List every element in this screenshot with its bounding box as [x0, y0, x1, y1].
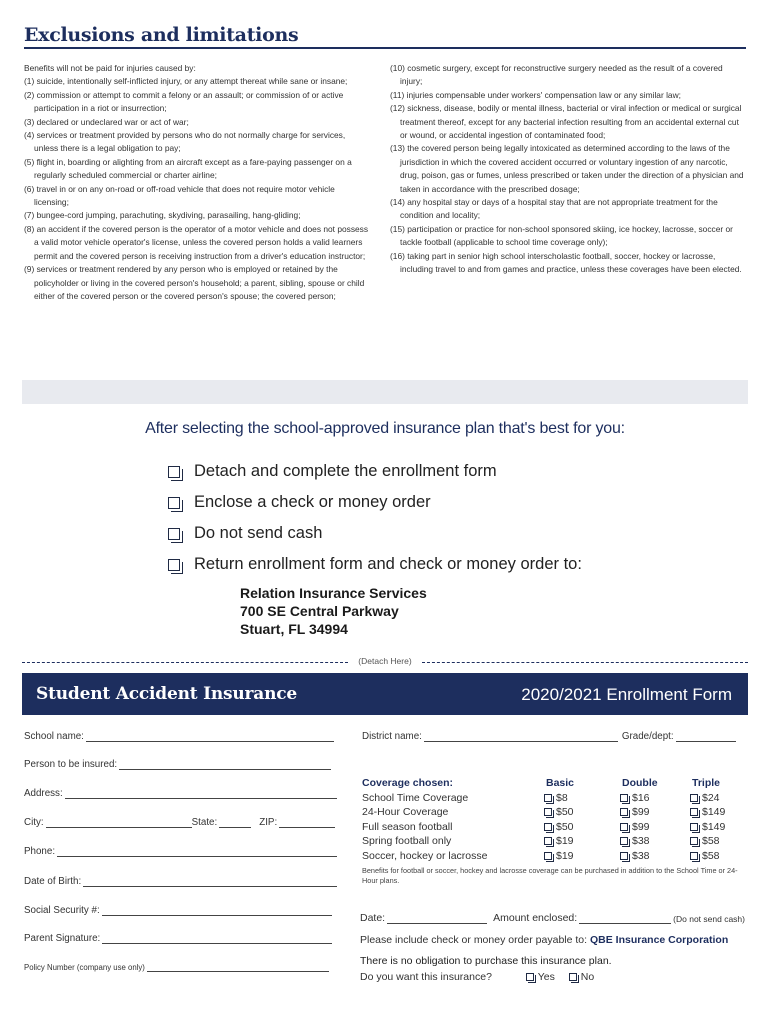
form-title: Student Accident Insurance — [36, 684, 298, 704]
payable-prefix: Please include check or money order payable to: — [360, 934, 588, 946]
coverage-row-label: 24-Hour Coverage — [362, 806, 449, 818]
checkbox-icon[interactable] — [544, 794, 552, 802]
instructions-title: After selecting the school-approved insurance plan that's best for you: — [145, 420, 625, 437]
checkbox-icon[interactable] — [544, 823, 552, 831]
no-cash-note: (Do not send cash) — [673, 914, 745, 924]
phone-field[interactable] — [24, 846, 337, 857]
price: $149 — [702, 820, 726, 833]
parent-signature-field[interactable] — [24, 933, 332, 944]
detach-line-right — [422, 662, 748, 663]
column-header-basic: Basic — [546, 777, 575, 789]
coverage-option[interactable] — [544, 849, 574, 864]
yes-label: Yes — [537, 971, 555, 983]
policy-number-input[interactable] — [147, 964, 329, 972]
checkbox-icon[interactable] — [690, 837, 698, 845]
district-name-field[interactable] — [362, 731, 736, 742]
coverage-option[interactable] — [620, 820, 658, 835]
checkbox-icon[interactable] — [544, 852, 552, 860]
form-subtitle: 2020/2021 Enrollment Form — [521, 685, 732, 704]
dob-input[interactable] — [83, 877, 337, 887]
checkbox-icon[interactable] — [690, 794, 698, 802]
coverage-labels — [362, 776, 532, 863]
person-input[interactable] — [119, 760, 331, 770]
checkbox-icon — [168, 466, 180, 478]
city-state-zip-field[interactable] — [24, 817, 335, 828]
coverage-option[interactable] — [544, 820, 574, 835]
no-option[interactable] — [569, 971, 594, 983]
exclusions-title: Exclusions and limitations — [24, 24, 299, 46]
payable-line — [360, 934, 728, 946]
parent-signature-input[interactable] — [102, 934, 332, 944]
field-label: Grade/dept: — [621, 731, 674, 742]
address-field[interactable] — [24, 788, 337, 799]
checklist-item-label: Detach and complete the enrollment form — [194, 462, 497, 480]
price: $24 — [702, 791, 720, 804]
yes-option[interactable] — [526, 971, 555, 983]
checkbox-icon[interactable] — [544, 808, 552, 816]
checkbox-icon — [168, 559, 180, 571]
amount-input[interactable] — [579, 914, 671, 924]
exclusion-item: (13) the covered person being legally intoxicated as determined according to the laws of the jurisdiction in which the covered accident occurred or voluntary ingestion of any narcotic, drug, poison, gas or fumes, unless prescribed or taken under the direction of a physician and taken in accordance with the prescribed dosage; — [390, 143, 744, 194]
checkbox-icon[interactable] — [690, 823, 698, 831]
field-label: Policy Number (company use only) — [24, 963, 145, 972]
exclusions-left-column — [24, 62, 369, 303]
phone-input[interactable] — [57, 847, 337, 857]
field-label: Date of Birth: — [24, 876, 82, 887]
person-field[interactable] — [24, 759, 331, 770]
want-insurance-row — [360, 971, 594, 983]
checkbox-icon[interactable] — [620, 837, 628, 845]
coverage-option[interactable] — [544, 805, 574, 820]
school-name-field[interactable] — [24, 731, 334, 742]
section-divider-bar — [22, 380, 748, 404]
field-label: District name: — [362, 731, 422, 742]
school-name-input[interactable] — [86, 732, 334, 742]
coverage-option[interactable] — [620, 805, 658, 820]
field-label: City: — [24, 817, 44, 828]
exclusions-intro: Benefits will not be paid for injuries caused by: — [24, 63, 196, 73]
price: $149 — [702, 806, 726, 818]
coverage-row-label: School Time Coverage — [362, 791, 469, 804]
price: $38 — [632, 835, 650, 847]
checkbox-icon[interactable] — [620, 808, 628, 816]
state-input[interactable] — [219, 818, 251, 828]
checkbox-icon — [168, 497, 180, 509]
grade-input[interactable] — [676, 732, 736, 742]
checklist-item-label: Enclose a check or money order — [194, 493, 431, 511]
field-label: Amount enclosed: — [493, 912, 578, 924]
exclusion-item: (14) any hospital stay or days of a hospital stay that are not appropriate treatment for the condition and locality; — [390, 197, 718, 221]
field-label: Address: — [24, 788, 63, 799]
exclusion-item: (5) flight in, boarding or alighting from an aircraft except as a fare-paying passenger on a regularly scheduled commercial or charter airline; — [24, 156, 352, 181]
price: $99 — [632, 820, 650, 833]
column-header-triple: Triple — [692, 777, 721, 789]
checkbox-icon — [168, 528, 180, 540]
price: $16 — [632, 791, 650, 804]
city-input[interactable] — [46, 818, 192, 828]
exclusion-item: (6) travel in or on any on-road or off-road vehicle that does not require motor vehicle licensing; — [24, 183, 335, 208]
want-question: Do you want this insurance? — [360, 971, 492, 983]
price: $19 — [556, 835, 574, 847]
exclusion-item: (11) injuries compensable under workers' compensation law or any similar law; — [390, 89, 681, 100]
checkbox-icon[interactable] — [526, 973, 534, 981]
field-label: Parent Signature: — [24, 933, 101, 944]
payee-name: QBE Insurance Corporation — [589, 934, 729, 946]
field-label: Person to be insured: — [24, 759, 118, 770]
price: $50 — [556, 806, 574, 818]
price: $99 — [632, 806, 650, 818]
checklist-item-label: Return enrollment form and check or money order to: — [194, 555, 582, 573]
coverage-heading: Coverage chosen: — [362, 777, 454, 789]
price: $19 — [556, 849, 574, 862]
price: $58 — [702, 849, 720, 862]
checkbox-icon[interactable] — [620, 852, 628, 860]
coverage-option[interactable] — [690, 791, 725, 806]
coverage-option[interactable] — [690, 849, 725, 864]
checklist-item-label: Do not send cash — [194, 524, 323, 542]
checkbox-icon[interactable] — [544, 837, 552, 845]
address-line: Relation Insurance Services — [240, 585, 427, 601]
ssn-field[interactable] — [24, 905, 332, 916]
no-label: No — [580, 971, 595, 983]
mailing-address — [240, 584, 427, 638]
checkbox-icon[interactable] — [690, 808, 698, 816]
field-label: Date: — [360, 912, 386, 924]
exclusion-item: (12) sickness, disease, bodily or mental illness, bacterial or viral infection or medical or surgical treatment thereof, except for any bacterial infection resulting from an accidental external cut or wound, or accidental ingestion of contaminated food; — [390, 103, 742, 141]
exclusion-item: (3) declared or undeclared war or act of war; — [24, 116, 189, 127]
checklist-item — [168, 487, 582, 518]
exclusion-item: (15) participation or practice for non-school sponsored skiing, ice hockey, lacrosse, soccer or tackle football (applicable to school time coverage only); — [390, 223, 733, 248]
checkbox-icon[interactable] — [569, 973, 577, 981]
coverage-row-label: Full season football — [362, 820, 453, 833]
checklist-item — [168, 549, 582, 580]
checkbox-icon[interactable] — [690, 852, 698, 860]
address-input[interactable] — [65, 789, 337, 799]
detach-label: (Detach Here) — [358, 656, 412, 666]
checklist-item — [168, 456, 582, 487]
coverage-option[interactable] — [620, 834, 658, 849]
address-line: Stuart, FL 34994 — [240, 621, 348, 637]
coverage-basic-column — [544, 776, 574, 863]
coverage-option[interactable] — [620, 791, 658, 806]
zip-input[interactable] — [279, 818, 335, 828]
exclusions-right-column — [390, 62, 746, 277]
field-label: State: — [191, 817, 218, 828]
enrollment-form-header — [22, 673, 748, 715]
title-rule — [24, 47, 746, 49]
exclusion-item: (4) services or treatment provided by persons who do not normally charge for services, unless there is a legal obligation to pay; — [24, 130, 346, 154]
dob-field[interactable] — [24, 876, 337, 887]
exclusion-item: (10) cosmetic surgery, except for reconstructive surgery needed as the result of a covered injury; — [390, 63, 723, 87]
exclusion-item: (16) taking part in senior high school interscholastic football, soccer, hockey or lacrosse, including travel to and from games and practice, unless these coverages have been elected. — [390, 250, 742, 275]
exclusion-item: (8) an accident if the covered person is the operator of a motor vehicle and does not possess a valid motor vehicle operator's license, unless the covered person holds a valid learners permit and the covered person is receiving instruction from a driver's education instructor; — [24, 223, 369, 261]
exclusion-item: (7) bungee-cord jumping, parachuting, skydiving, parasailing, hang-gliding; — [24, 210, 301, 221]
coverage-option[interactable] — [620, 849, 658, 864]
policy-number-field[interactable] — [24, 963, 329, 972]
coverage-double-column — [620, 776, 658, 863]
checklist-item — [168, 518, 582, 549]
address-line: 700 SE Central Parkway — [240, 603, 399, 619]
field-label: Social Security #: — [24, 905, 100, 916]
ssn-input[interactable] — [102, 906, 332, 916]
price: $50 — [556, 820, 574, 833]
coverage-option[interactable] — [690, 805, 725, 820]
column-header-double: Double — [622, 777, 658, 789]
coverage-option[interactable] — [690, 834, 725, 849]
price: $8 — [556, 791, 568, 804]
date-amount-row — [360, 912, 745, 924]
price: $38 — [632, 849, 650, 862]
coverage-triple-column — [690, 776, 725, 863]
date-input[interactable] — [387, 914, 487, 924]
checkbox-icon[interactable] — [620, 794, 628, 802]
coverage-option[interactable] — [544, 834, 574, 849]
exclusion-item: (1) suicide, intentionally self-inflicted injury, or any attempt thereat while sane or insane; — [24, 76, 348, 87]
field-label: Phone: — [24, 846, 56, 857]
no-obligation-text: There is no obligation to purchase this insurance plan. — [360, 955, 612, 967]
checkbox-icon[interactable] — [620, 823, 628, 831]
district-name-input[interactable] — [424, 732, 618, 742]
coverage-option[interactable] — [690, 820, 725, 835]
price: $58 — [702, 835, 720, 847]
exclusion-item: (2) commission or attempt to commit a felony or an assault; or commission of or active participation in a riot or insurrection; — [24, 89, 344, 114]
field-label: School name: — [24, 731, 84, 742]
coverage-option[interactable] — [544, 791, 574, 806]
exclusion-item: (9) services or treatment rendered by any person who is employed or retained by the policyholder or living in the covered person's household; a parent, sibling, spouse or child either of the covered person or the covered person's spouse; the covered person; — [24, 264, 365, 301]
field-label: ZIP: — [259, 817, 278, 828]
coverage-note: Benefits for football or soccer, hockey and lacrosse coverage can be purchased in addition to the School Time or 24-Hour plans. — [362, 866, 738, 885]
coverage-row-label: Spring football only — [362, 835, 452, 847]
coverage-row-label: Soccer, hockey or lacrosse — [362, 849, 488, 862]
instructions-checklist — [168, 456, 582, 580]
